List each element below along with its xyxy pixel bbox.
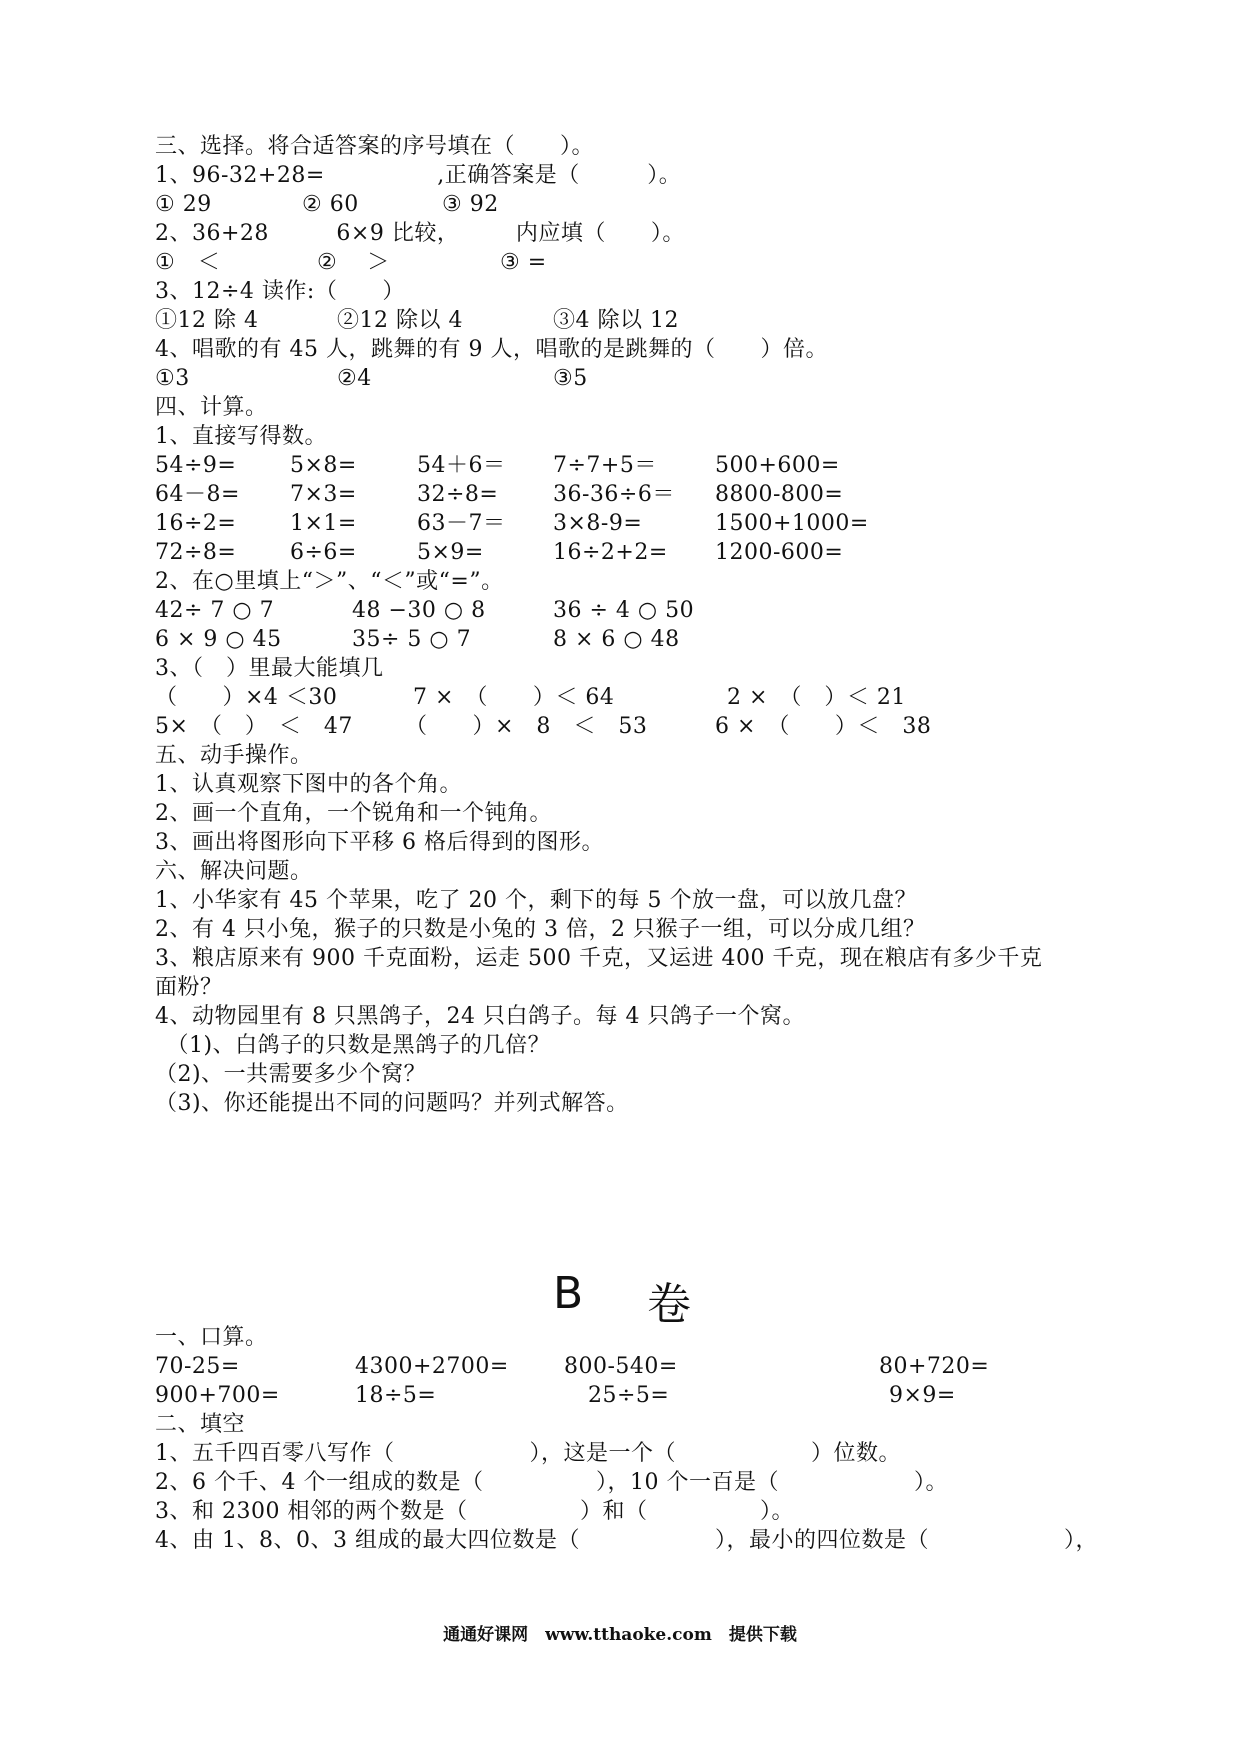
q1-option-1: ① 29: [155, 192, 212, 217]
q3-option-2: ②12 除以 4: [337, 308, 463, 333]
calc-cell: 1500+1000=: [715, 511, 869, 536]
b-fill-item: 4、由 1、8、0、3 组成的最大四位数是（ ），最小的四位数是（ ），: [155, 1528, 1098, 1553]
fill-cell: 5× （ ） ＜ 47: [155, 714, 353, 739]
calc-cell: 54＋6＝: [417, 453, 506, 478]
mental-cell: 80+720=: [879, 1354, 990, 1379]
calc-cell: 36-36÷6＝: [553, 482, 675, 507]
q2-option-1: ① ＜: [155, 250, 221, 275]
compare-cell: 6 × 9 ○ 45: [155, 627, 282, 652]
calc-row-1: [155, 450, 1055, 482]
b-fill-item: 3、和 2300 相邻的两个数是（ ）和（ ）。: [155, 1499, 794, 1524]
compare-cell: 35÷ 5 ○ 7: [352, 627, 472, 652]
calc-cell: 16÷2=: [155, 511, 237, 536]
b-section2-heading: 二、填空: [155, 1412, 246, 1437]
calc-cell: 64－8=: [155, 482, 240, 507]
part-b-title-letter: B: [553, 1268, 584, 1319]
section6-subitem: （2)、一共需要多少个窝？: [155, 1062, 427, 1087]
section5-item: 2、画一个直角，一个锐角和一个钝角。: [155, 801, 552, 826]
section6-subitem: （3)、你还能提出不同的问题吗？并列式解答。: [155, 1091, 629, 1116]
q2-options: [155, 247, 1055, 279]
b-mental-row-2: [155, 1380, 1055, 1412]
fill-row-2: [155, 711, 1055, 743]
mental-cell: 25÷5=: [588, 1383, 670, 1408]
compare-cell: 36 ÷ 4 ○ 50: [553, 598, 695, 623]
q4-stem: 4、唱歌的有 45 人，跳舞的有 9 人，唱歌的是跳舞的（ ）倍。: [155, 337, 828, 362]
mental-cell: 70-25=: [155, 1354, 240, 1379]
section6-item: 4、动物园里有 8 只黑鸽子，24 只白鸽子。每 4 只鸽子一个窝。: [155, 1004, 805, 1029]
b-fill-item: 2、6 个千、4 个一组成的数是（ ），10 个一百是（ ）。: [155, 1470, 948, 1495]
fill-cell: 7 × （ ）＜ 64: [413, 685, 615, 710]
fill-cell: 2 × （ ）＜ 21: [727, 685, 906, 710]
section3-heading: 三、选择。将合适答案的序号填在（ ）。: [155, 134, 595, 159]
q4-option-2: ②4: [337, 366, 372, 391]
calc-row-3: [155, 508, 1055, 540]
calc-cell: 54÷9=: [155, 453, 237, 478]
mental-cell: 4300+2700=: [355, 1354, 509, 1379]
q3-option-1: ①12 除 4: [155, 308, 259, 333]
calc-cell: 6÷6=: [290, 540, 357, 565]
mental-cell: 18÷5=: [355, 1383, 437, 1408]
q1-option-2: ② 60: [302, 192, 359, 217]
section4-heading: 四、计算。: [155, 395, 268, 420]
calc-cell: 72÷8=: [155, 540, 237, 565]
q2-option-3: ③ =: [500, 250, 547, 275]
section4-sub3: 3、（ ）里最大能填几: [155, 656, 384, 681]
calc-cell: 1×1=: [290, 511, 357, 536]
section5-heading: 五、动手操作。: [155, 743, 313, 768]
q4-option-1: ①3: [155, 366, 190, 391]
calc-row-2: [155, 479, 1055, 511]
compare-cell: 48 −30 ○ 8: [352, 598, 486, 623]
q1-option-3: ③ 92: [442, 192, 499, 217]
q3-option-3: ③4 除以 12: [553, 308, 679, 333]
calc-cell: 63－7＝: [417, 511, 506, 536]
calc-cell: 16÷2+2=: [553, 540, 668, 565]
q1-stem: 1、96-32+28= ,正确答案是（ ）。: [155, 163, 682, 188]
part-b-title-word: 卷: [647, 1279, 691, 1330]
calc-cell: 500+600=: [715, 453, 840, 478]
q3-options: [155, 305, 1055, 337]
compare-cell: 42÷ 7 ○ 7: [155, 598, 275, 623]
q2-stem: 2、36+28 6×9 比较， 内应填（ ）。: [155, 221, 685, 246]
section6-item: 3、粮店原来有 900 千克面粉，运走 500 千克，又运进 400 千克，现在粮店有多少千克: [155, 946, 1043, 971]
compare-row-1: [155, 595, 1055, 627]
q4-option-3: ③5: [553, 366, 588, 391]
section6-item: 1、小华家有 45 个苹果，吃了 20 个，剩下的每 5 个放一盘，可以放几盘？: [155, 888, 917, 913]
section4-sub1: 1、直接写得数。: [155, 424, 327, 449]
section5-item: 1、认真观察下图中的各个角。: [155, 772, 462, 797]
q4-options: [155, 363, 1055, 395]
section6-heading: 六、解决问题。: [155, 859, 313, 884]
mental-cell: 800-540=: [564, 1354, 678, 1379]
calc-cell: 5×8=: [290, 453, 357, 478]
b-mental-row-1: [155, 1351, 1055, 1383]
b-section1-heading: 一、口算。: [155, 1325, 268, 1350]
fill-cell: （ ）× 8 ＜ 53: [405, 714, 648, 739]
section6-subitem: （1)、白鸽子的只数是黑鸽子的几倍？: [155, 1033, 551, 1058]
calc-cell: 32÷8=: [417, 482, 499, 507]
compare-cell: 8 × 6 ○ 48: [553, 627, 680, 652]
fill-cell: 6 × （ ）＜ 38: [715, 714, 932, 739]
b-fill-item: 1、五千四百零八写作（ ），这是一个（ ）位数。: [155, 1441, 901, 1466]
calc-row-4: [155, 537, 1055, 569]
page-footer: 通通好课网 www.tthaoke.com 提供下载: [443, 1625, 797, 1645]
section5-item: 3、画出将图形向下平移 6 格后得到的图形。: [155, 830, 604, 855]
section6-item: 面粉？: [155, 975, 223, 1000]
calc-cell: 8800-800=: [715, 482, 844, 507]
compare-row-2: [155, 624, 1055, 656]
calc-cell: 3×8-9=: [553, 511, 643, 536]
q3-stem: 3、12÷4 读作:（ ）: [155, 279, 405, 304]
calc-cell: 7÷7+5＝: [553, 453, 657, 478]
section4-sub2: 2、在○里填上“＞”、“＜”或“=”。: [155, 569, 504, 594]
section6-item: 2、有 4 只小兔，猴子的只数是小兔的 3 倍，2 只猴子一组，可以分成几组？: [155, 917, 926, 942]
fill-row-1: [155, 682, 1055, 714]
q1-options: [155, 189, 1055, 221]
q2-option-2: ② ＞: [317, 250, 390, 275]
calc-cell: 5×9=: [417, 540, 484, 565]
mental-cell: 900+700=: [155, 1383, 280, 1408]
calc-cell: 7×3=: [290, 482, 357, 507]
calc-cell: 1200-600=: [715, 540, 844, 565]
mental-cell: 9×9=: [889, 1383, 956, 1408]
fill-cell: （ ）×4 ＜30: [155, 685, 338, 710]
